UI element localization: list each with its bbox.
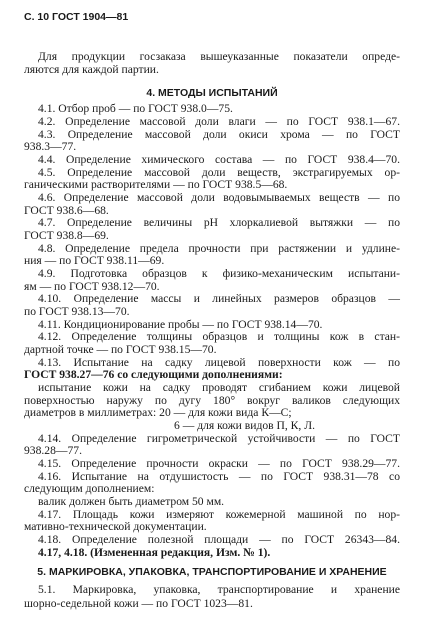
- text-line: 4.11. Кондиционирование пробы — по ГОСТ 938.14—70.: [38, 318, 323, 331]
- text-line: следующим дополнением:: [24, 482, 155, 495]
- text-line: поверхностью наружу по дугу 180° вокруг валиков следующих: [24, 394, 400, 407]
- section-heading: 4. МЕТОДЫ ИСПЫТАНИЙ: [146, 87, 278, 99]
- text-line: по ГОСТ 938.13—70.: [24, 305, 130, 318]
- text-line: ганическими растворителями — по ГОСТ 938.5—68.: [24, 178, 288, 191]
- text-line: испытание кожи на садку проводят сгибанием кожи лицевой: [38, 381, 400, 394]
- text-line: 4.2. Определение массовой доли влаги — по ГОСТ 938.1—67.: [38, 115, 400, 128]
- text-line: 5.1. Маркировка, упаковка, транспортирование и хранение: [38, 583, 400, 596]
- text-line: 4.6. Определение массовой доли водовымываемых веществ — по: [38, 191, 400, 204]
- text-line: валик должен быть диаметром 50 мм.: [38, 495, 225, 508]
- text-line: 4.5. Определение массовой доли веществ, экстрагируемых ор-: [38, 166, 400, 179]
- text-line: 4.18. Определение полезной площади — по ГОСТ 26343—84.: [38, 533, 400, 546]
- text-line: 4.10. Определение массы и линейных размеров образцов —: [38, 292, 400, 305]
- text-line: 4.17. Площадь кожи измеряют кожемерной машиной по нор-: [38, 508, 400, 521]
- text-line: ГОСТ 938.8—69.: [24, 229, 109, 242]
- text-line: 6 — для кожи видов П, К, Л.: [174, 419, 315, 432]
- text-line: 4.14. Определение гигрометрической устойчивости — по ГОСТ: [38, 432, 400, 445]
- text-line: 4.12. Определение толщины образцов и толщины кож в стан-: [38, 330, 400, 343]
- text-line: ГОСТ 938.27—76 со следующими дополнениями:: [24, 368, 283, 381]
- page-header: С. 10 ГОСТ 1904—81: [24, 11, 129, 23]
- text-line: 4.4. Определение химического состава — по ГОСТ 938.4—70.: [38, 153, 400, 166]
- text-line: 4.16. Испытание на отдушистость — по ГОСТ 938.31—78 со: [38, 470, 400, 483]
- text-line: 4.15. Определение прочности окраски — по ГОСТ 938.29—77.: [38, 457, 400, 470]
- text-line: 4.9. Подготовка образцов к физико-механическим испытани-: [38, 267, 400, 280]
- text-line: ям — по ГОСТ 938.12—70.: [24, 280, 160, 293]
- text-line: ГОСТ 938.6—68.: [24, 204, 109, 217]
- text-line: 4.13. Испытание на садку лицевой поверхности кож — по: [38, 356, 400, 369]
- text-line: шорно-седельной кожи — по ГОСТ 1023—81.: [24, 597, 253, 610]
- text-line: 938.28—77.: [24, 444, 82, 457]
- text-line: мативно-технической документации.: [24, 520, 207, 533]
- text-line: 938.3—77.: [24, 140, 77, 153]
- text-line: ляются для каждой партии.: [24, 63, 159, 76]
- text-line: 4.1. Отбор проб — по ГОСТ 938.0—75.: [38, 102, 233, 115]
- text-line: 4.7. Определение величины pH хлоркалиевой вытяжки — по: [38, 216, 400, 229]
- text-line: дартной точке — по ГОСТ 938.15—70.: [24, 343, 217, 356]
- text-line: ния — по ГОСТ 938.11—69.: [24, 254, 165, 267]
- section-heading: 5. МАРКИРОВКА, УПАКОВКА, ТРАНСПОРТИРОВАНИЕ И ХРАНЕНИЕ: [37, 566, 387, 578]
- text-line: Для продукции госзаказа вышеуказанные показатели опреде-: [38, 50, 400, 63]
- text-line: 4.17, 4.18. (Измененная редакция, Изм. № 1).: [38, 546, 271, 559]
- text-line: 4.8. Определение предела прочности при растяжении и удлине-: [38, 242, 400, 255]
- text-line: 4.3. Определение массовой доли окиси хрома — по ГОСТ: [38, 128, 400, 141]
- text-line: диаметров в миллиметрах: 20 — для кожи вида К—С;: [24, 406, 292, 419]
